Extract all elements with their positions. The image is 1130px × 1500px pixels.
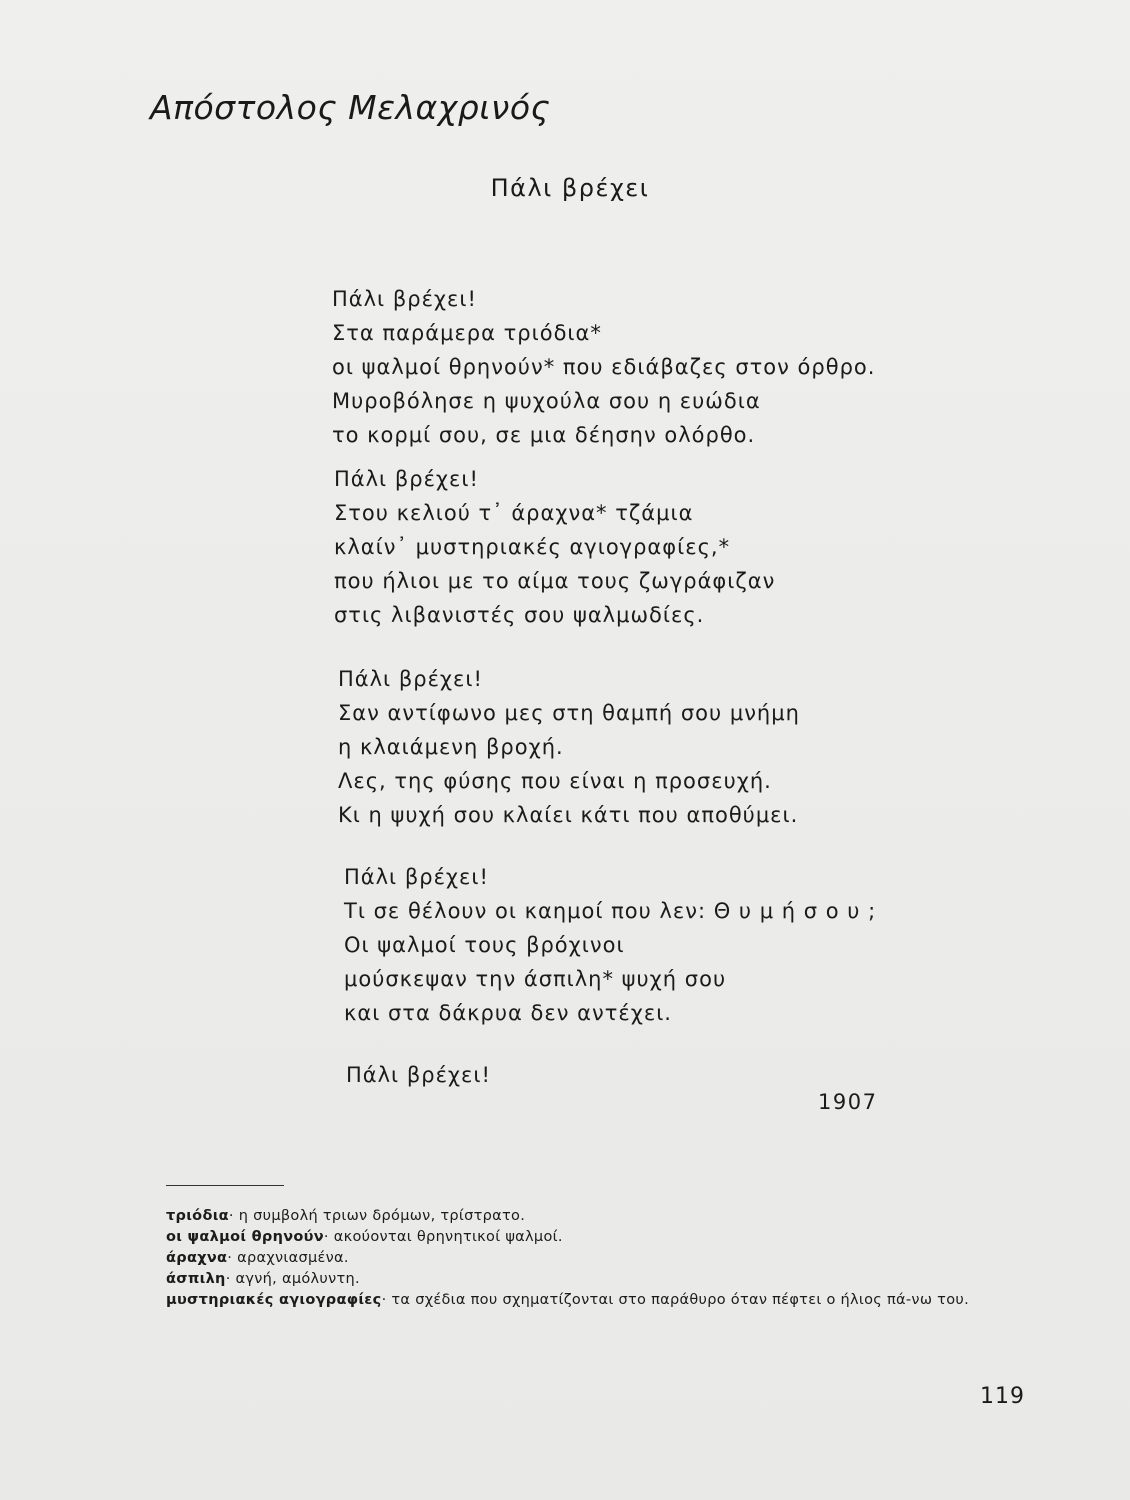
page-number: 119 xyxy=(980,1384,1025,1409)
footnote-text: αραχνιασμένα. xyxy=(237,1250,349,1266)
footnote-separator: · xyxy=(227,1250,238,1266)
footnote-term: άραχνα xyxy=(166,1250,228,1266)
poem-year: 1907 xyxy=(818,1090,878,1114)
author-heading: Απόστολος Μελαχρινός xyxy=(150,88,551,127)
footnote xyxy=(166,1248,1036,1269)
poem-line: Στα παράμερα τριόδια* xyxy=(332,321,602,345)
footnote-separator: · xyxy=(228,1208,239,1224)
poem-title: Πάλι βρέχει xyxy=(490,174,650,202)
poem-line: η κλαιάμενη βροχή. xyxy=(338,735,564,759)
poem-line: Πάλι βρέχει! xyxy=(338,667,483,691)
footnote-term: άσπιλη xyxy=(166,1271,226,1287)
poem-line: Πάλι βρέχει! xyxy=(344,865,489,889)
poem-line: Πάλι βρέχει! xyxy=(332,287,477,311)
poem-line: Πάλι βρέχει! xyxy=(334,467,479,491)
stanza-1 xyxy=(332,282,875,452)
poem-line: Μυροβόλησε η ψυχούλα σου η ευώδια xyxy=(332,389,761,413)
poem-line: κλαίν᾽ μυστηριακές αγιογραφίες,* xyxy=(334,535,731,559)
footnotes xyxy=(166,1206,1036,1311)
poem-line: Τι σε θέλουν οι καημοί που λεν: Θ υ μ ή σ ο υ ; xyxy=(344,899,877,923)
footnote-term: οι ψαλμοί θρηνούν xyxy=(166,1229,324,1245)
poem-line: στις λιβανιστές σου ψαλμωδίες. xyxy=(334,603,705,627)
poem-line: που ήλιοι με το αίμα τους ζωγράφιζαν xyxy=(334,569,776,593)
footnote-separator: · xyxy=(323,1229,334,1245)
poem-line: Σαν αντίφωνο μες στη θαμπή σου μνήμη xyxy=(338,701,800,725)
stanza-5 xyxy=(346,1058,491,1092)
footnote-separator: · xyxy=(381,1292,392,1308)
footnote-term: τριόδια xyxy=(166,1208,229,1224)
footnote xyxy=(166,1269,1036,1290)
footnote-divider xyxy=(166,1185,284,1186)
poem-line: μούσκεψαν την άσπιλη* ψυχή σου xyxy=(344,967,727,991)
footnote xyxy=(166,1206,1036,1227)
poem-line: Λες, της φύσης που είναι η προσευχή. xyxy=(338,769,772,793)
poem-line: Πάλι βρέχει! xyxy=(346,1063,491,1087)
stanza-3 xyxy=(338,662,800,832)
footnote-text: η συμβολή τριων δρόμων, τρίστρατο. xyxy=(238,1208,526,1224)
footnote xyxy=(166,1227,1036,1248)
poem-line: Οι ψαλμοί τους βρόχινοι xyxy=(344,933,625,957)
poem-line: οι ψαλμοί θρηνούν* που εδιάβαζες στον όρθρο. xyxy=(332,355,876,379)
poem-line: Κι η ψυχή σου κλαίει κάτι που αποθύμει. xyxy=(338,803,799,827)
poem-line: Στου κελιού τ᾽ άραχνα* τζάμια xyxy=(334,501,694,525)
poem-line: και στα δάκρυα δεν αντέχει. xyxy=(344,1001,672,1025)
stanza-2 xyxy=(334,462,775,632)
footnote-text: ακούονται θρηνητικοί ψαλμοί. xyxy=(333,1229,563,1245)
footnote-text: τα σχέδια που σχηματίζονται στο παράθυρο όταν πέφτει ο ήλιος πά-νω του. xyxy=(391,1292,969,1308)
stanza-4 xyxy=(344,860,876,1030)
footnote-term: μυστηριακές αγιογραφίες xyxy=(166,1292,382,1308)
poem-line: το κορμί σου, σε μια δέησην ολόρθο. xyxy=(332,423,756,447)
footnote-separator: · xyxy=(225,1271,236,1287)
footnote-text: αγνή, αμόλυντη. xyxy=(235,1271,360,1287)
footnote xyxy=(166,1290,1036,1311)
